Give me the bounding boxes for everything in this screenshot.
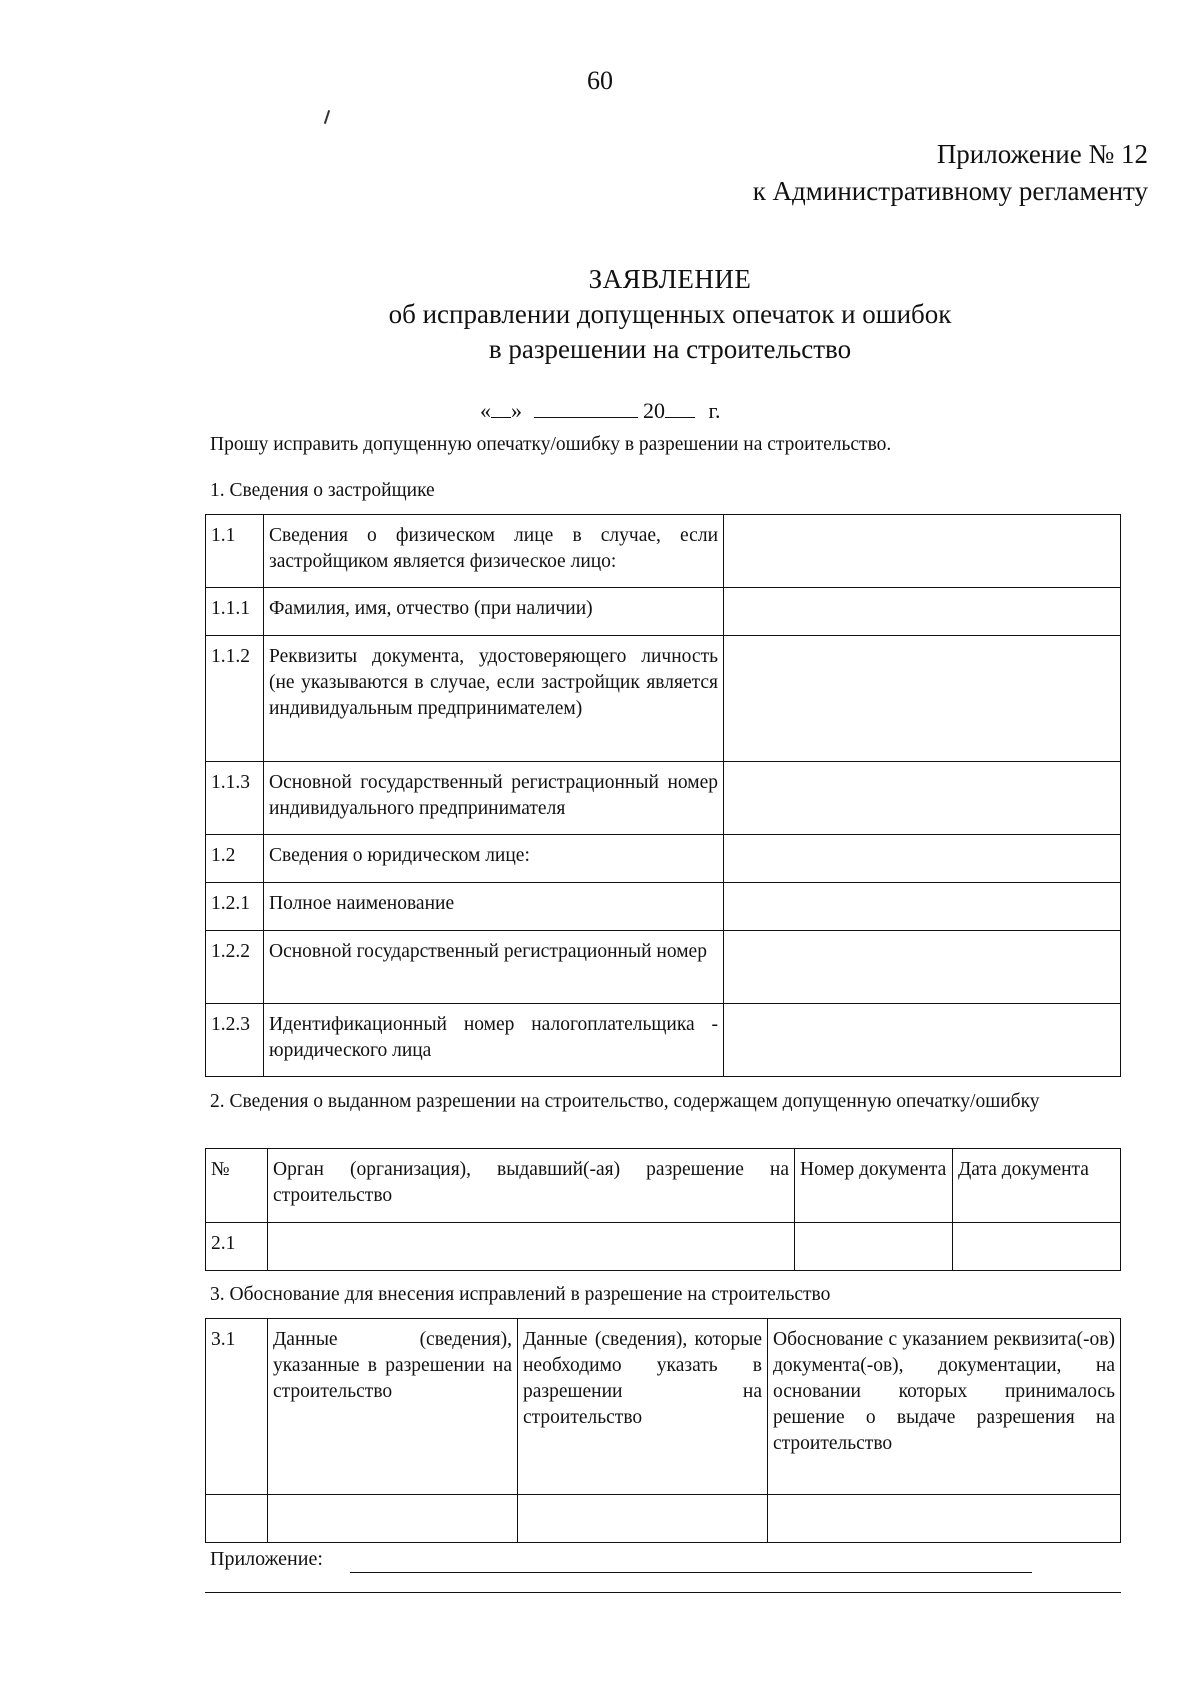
column-header-doc-date: Дата документа (953, 1149, 1121, 1223)
table-row (206, 1223, 1121, 1271)
value-cell[interactable] (724, 1004, 1121, 1077)
column-header-organ: Орган (организация), выдавший(-ая) разрешение на строительство (268, 1149, 795, 1223)
column-header-justification: Обоснование с указанием реквизита(-ов) документа(-ов), документации, на основании которых принималось решение о выдаче разрешения на строительство (768, 1319, 1121, 1495)
table-row (206, 515, 1121, 588)
column-header-number: № (206, 1149, 268, 1223)
year-prefix: 20 (643, 398, 665, 423)
annex-reference (753, 136, 1148, 210)
table-row (206, 1004, 1121, 1077)
number-cell[interactable] (206, 1495, 268, 1543)
document-title (0, 262, 1200, 367)
row-label: Основной государственный регистрационный номер индивидуального предпринимателя (264, 762, 724, 835)
row-number: 1.1.2 (206, 636, 264, 762)
doc-date-cell[interactable] (953, 1223, 1121, 1271)
scan-mark (324, 110, 330, 124)
justification-cell[interactable] (768, 1495, 1121, 1543)
day-blank[interactable] (491, 399, 511, 418)
section2-heading: 2. Сведения о выданном разрешении на строительство, содержащем допущенную опечатку/ошибку (210, 1091, 1040, 1112)
page-number: 60 (587, 66, 613, 95)
table-row (206, 835, 1121, 883)
table-row (206, 636, 1121, 762)
year-suffix: г. (708, 398, 721, 423)
table-row (206, 588, 1121, 636)
request-text: Прошу исправить допущенную опечатку/ошибку в разрешении на строительство. (210, 434, 892, 455)
row-label: Сведения о юридическом лице: (264, 835, 724, 883)
date-open-quote: « (480, 398, 491, 423)
row-number: 1.2.3 (206, 1004, 264, 1077)
row-label: Основной государственный регистрационный номер (264, 931, 724, 1004)
row-number: 1.1.1 (206, 588, 264, 636)
bottom-divider (205, 1592, 1121, 1593)
section3-table (205, 1318, 1121, 1543)
annex-number: Приложение № 12 (936, 139, 1148, 169)
attachment-label: Приложение: (210, 1548, 323, 1570)
row-label: Идентификационный номер налогоплательщика - юридического лица (264, 1004, 724, 1077)
row-number: 3.1 (206, 1319, 268, 1495)
column-header-doc-number: Номер документа (795, 1149, 953, 1223)
date-line (480, 398, 721, 424)
correct-data-cell[interactable] (518, 1495, 768, 1543)
doc-number-cell[interactable] (795, 1223, 953, 1271)
row-number: 1.2.1 (206, 883, 264, 931)
row-number: 1.1 (206, 515, 264, 588)
value-cell[interactable] (724, 515, 1121, 588)
row-number: 1.2 (206, 835, 264, 883)
row-label: Сведения о физическом лице в случае, если застройщиком является физическое лицо: (264, 515, 724, 588)
section3-heading: 3. Обоснование для внесения исправлений в разрешение на строительство (210, 1284, 831, 1305)
value-cell[interactable] (724, 588, 1121, 636)
value-cell[interactable] (724, 636, 1121, 762)
section2-table (205, 1148, 1121, 1271)
organ-cell[interactable] (268, 1223, 795, 1271)
month-blank[interactable] (534, 399, 638, 418)
date-close-quote: » (511, 398, 522, 423)
column-header-current-data: Данные (сведения), указанные в разрешении на строительство (268, 1319, 518, 1495)
title-subtitle-2: в разрешении на строительство (488, 334, 852, 364)
column-header-correct-data: Данные (сведения), которые необходимо указать в разрешении на строительство (518, 1319, 768, 1495)
value-cell[interactable] (724, 762, 1121, 835)
title-main: ЗАЯВЛЕНИЕ (588, 264, 752, 294)
row-label: Реквизиты документа, удостоверяющего личность (не указываются в случае, если застройщик является индивидуальным предпринимателем) (264, 636, 724, 762)
table-row (206, 762, 1121, 835)
table-row (206, 931, 1121, 1004)
title-subtitle-1: об исправлении допущенных опечаток и ошибок (388, 299, 952, 329)
current-data-cell[interactable] (268, 1495, 518, 1543)
attachment-input-line[interactable] (350, 1572, 1032, 1573)
row-number: 2.1 (206, 1223, 268, 1271)
row-number: 1.2.2 (206, 931, 264, 1004)
year-blank[interactable] (665, 399, 695, 418)
section1-table (205, 514, 1121, 1077)
table-row (206, 883, 1121, 931)
table-header-row (206, 1319, 1121, 1495)
row-label: Полное наименование (264, 883, 724, 931)
value-cell[interactable] (724, 835, 1121, 883)
annex-regulation: к Административному регламенту (752, 176, 1148, 206)
row-number: 1.1.3 (206, 762, 264, 835)
value-cell[interactable] (724, 883, 1121, 931)
value-cell[interactable] (724, 931, 1121, 1004)
table-header-row (206, 1149, 1121, 1223)
section1-heading: 1. Сведения о застройщике (210, 480, 435, 501)
row-label: Фамилия, имя, отчество (при наличии) (264, 588, 724, 636)
table-row (206, 1495, 1121, 1543)
